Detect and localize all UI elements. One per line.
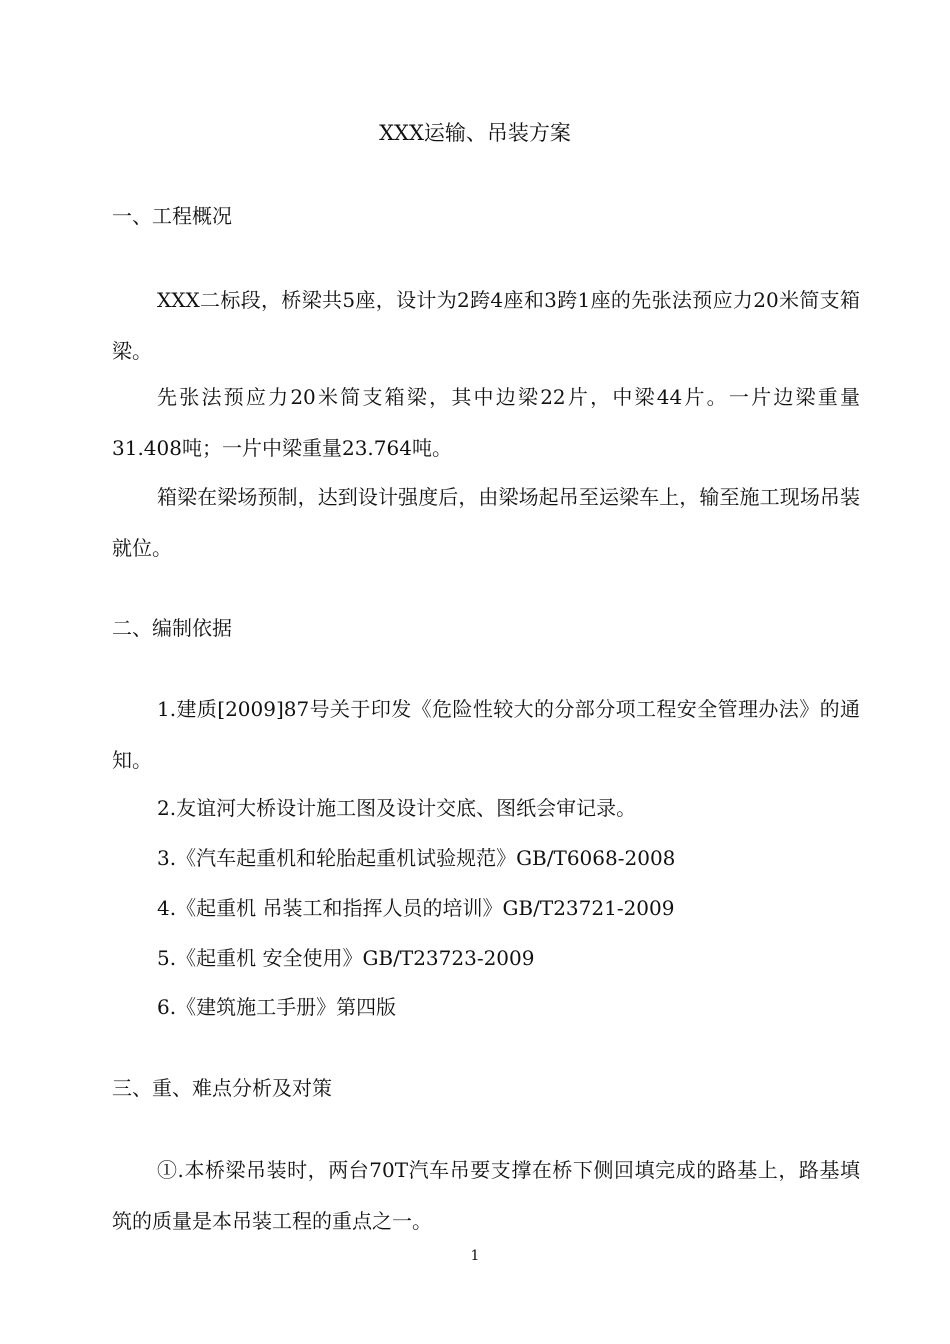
section-heading-analysis: 三、重、难点分析及对策 — [112, 1076, 332, 1100]
analysis-paragraph-1: ①.本桥梁吊装时，两台70T汽车吊要支撑在桥下侧回填完成的路基上，路基填筑的质量是本吊装工程的重点之一。 — [112, 1158, 860, 1233]
overview-paragraph-3: 箱梁在梁场预制，达到设计强度后，由梁场起吊至运梁车上，输至施工现场吊装就位。 — [112, 485, 860, 560]
basis-item-5: 5.《起重机 安全使用》GB/T23723-2009 — [157, 946, 535, 970]
section-heading-overview: 一、工程概况 — [112, 204, 232, 228]
basis-item-3: 3.《汽车起重机和轮胎起重机试验规范》GB/T6068-2008 — [157, 846, 676, 870]
document-title: XXX运输、吊装方案 — [379, 121, 571, 145]
basis-item-2: 2.友谊河大桥设计施工图及设计交底、图纸会审记录。 — [157, 796, 637, 820]
overview-paragraph-2: 先张法预应力20米简支箱梁，其中边梁22片，中梁44片。一片边梁重量31.408吨；一片中梁重量23.764吨。 — [112, 385, 860, 460]
page-number: 1 — [470, 1248, 480, 1264]
basis-item-6: 6.《建筑施工手册》第四版 — [157, 995, 397, 1019]
overview-paragraph-1: XXX二标段，桥梁共5座，设计为2跨4座和3跨1座的先张法预应力20米简支箱梁。 — [112, 288, 860, 363]
basis-item-4: 4.《起重机 吊装工和指挥人员的培训》GB/T23721-2009 — [157, 896, 675, 920]
basis-item-1: 1.建质[2009]87号关于印发《危险性较大的分部分项工程安全管理办法》的通知。 — [112, 697, 860, 772]
section-heading-basis: 二、编制依据 — [112, 616, 232, 640]
